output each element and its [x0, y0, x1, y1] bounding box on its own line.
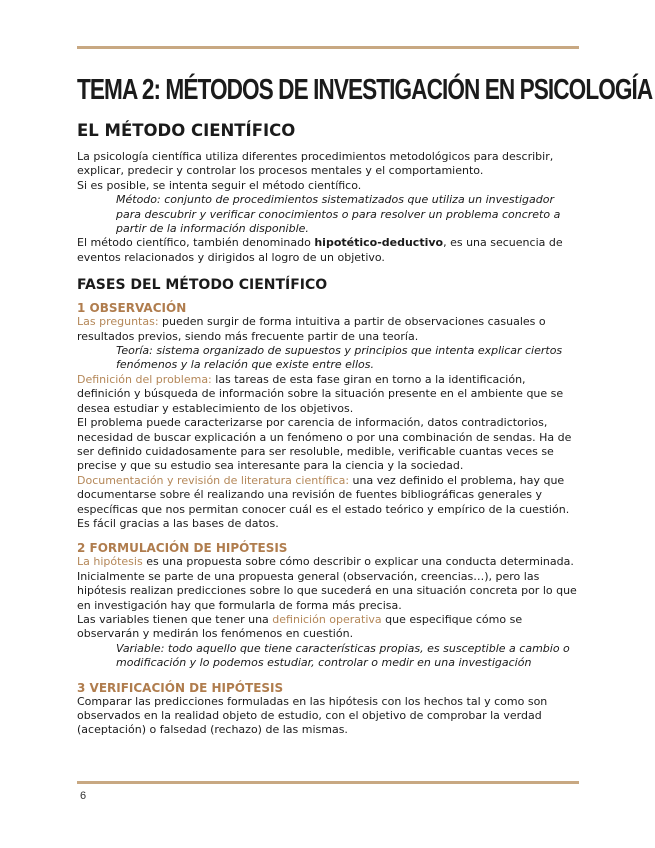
- text-run: El método científico, también denominado: [77, 236, 315, 250]
- text-run: Las variables tienen que tener una: [77, 612, 273, 626]
- section-heading-fases: FASES DEL MÉTODO CIENTÍFICO: [77, 277, 328, 294]
- paragraph: Si es posible, se intenta seguir el método científico.: [77, 178, 362, 192]
- term-hipotesis: La hipótesis: [77, 555, 143, 569]
- phase-heading-observacion: 1 OBSERVACIÓN: [77, 301, 187, 316]
- phase-heading-verificacion: 3 VERIFICACIÓN DE HIPÓTESIS: [77, 680, 284, 695]
- text-run: es una propuesta sobre cómo describir o explicar una conducta determinada. Inicialmente se parte de una propuesta general (observación, creencias…), pero las hipótesis realizan predicciones sobre lo que sucederá en una situación concreta por lo que en investigación hay que formularla de forma más precisa.: [77, 555, 577, 612]
- text-run: , es una secuencia de eventos relacionados y dirigidos al logro de un objetivo.: [77, 236, 563, 264]
- text-run: una vez definido el problema, hay que documentarse sobre él realizando una revisión de fuentes bibliográficas generales y específicas que nos permitan conocer cuál es el estado teórico y empírico de la cuestión. Es fácil gracias a las bases de datos.: [77, 473, 570, 530]
- page-content: [77, 74, 653, 738]
- bold-term: hipotético-deductivo: [314, 236, 444, 250]
- term-definicion-operativa: definición operativa: [272, 612, 382, 626]
- paragraph-variables: [77, 613, 579, 642]
- text-run: las tareas de esta fase giran en torno a la identificación, definición y búsqueda de información sobre la situación presente en el ambiente que se desea estudiar y establecimiento de los objetivos.: [77, 372, 564, 415]
- paragraph-documentacion: [77, 474, 579, 532]
- paragraph-hipotesis: [77, 555, 579, 613]
- top-rule: [77, 46, 579, 49]
- term-definicion-problema: Definición del problema:: [77, 372, 212, 386]
- page-title: TEMA 2: MÉTODOS DE INVESTIGACIÓN EN PSICOLOGÍA: [77, 74, 653, 106]
- phase-heading-formulacion: 2 FORMULACIÓN DE HIPÓTESIS: [77, 541, 288, 556]
- paragraph-preguntas: [77, 315, 579, 344]
- definition-metodo: Método: conjunto de procedimientos sistematizados que utiliza un investigador para descubrir y verificar conocimientos o para resolver un problema concreto a partir de la información disponible.: [116, 193, 561, 236]
- bottom-rule: [77, 781, 579, 784]
- term-preguntas: Las preguntas:: [77, 315, 159, 329]
- paragraph-hipotetico: [77, 236, 579, 265]
- text-run: que especifique cómo se observarán y medirán los fenómenos en cuestión.: [77, 612, 523, 641]
- definition-variable: Variable: todo aquello que tiene características propias, es susceptible a cambio o modificación y lo podemos estudiar, controlar o medir en una investigación: [116, 641, 570, 670]
- page-number: 6: [80, 790, 87, 802]
- text-run: pueden surgir de forma intuitiva a partir de observaciones casuales o resultados previos, siendo más frecuente partir de una teoría.: [77, 315, 546, 343]
- section-heading-metodo: EL MÉTODO CIENTÍFICO: [77, 121, 296, 140]
- paragraph-definicion-problema: [77, 373, 579, 416]
- paragraph: Comparar las predicciones formuladas en las hipótesis con los hechos tal y como son observados en la realidad objeto de estudio, con el objetivo de comprobar la verdad (aceptación) o falsedad (rechazo) de las mismas.: [77, 694, 548, 737]
- paragraph: La psicología científica utiliza diferentes procedimientos metodológicos para describir, explicar, predecir y controlar los procesos mentales y el comportamiento.: [77, 150, 554, 178]
- paragraph: El problema puede caracterizarse por carencia de información, datos contradictorios, necesidad de buscar explicación a un fenómeno o por una combinación de sendas. Ha de ser definido cuidadosamente para ser resoluble, medible, verificable cuantas veces se precise y que su estudio sea interesante para la ciencia y la sociedad.: [77, 416, 572, 473]
- term-documentacion: Documentación y revisión de literatura científica:: [77, 473, 350, 487]
- definition-teoria: Teoría: sistema organizado de supuestos y principios que intenta explicar ciertos fenómenos y la relación que existe entre ellos.: [116, 344, 563, 372]
